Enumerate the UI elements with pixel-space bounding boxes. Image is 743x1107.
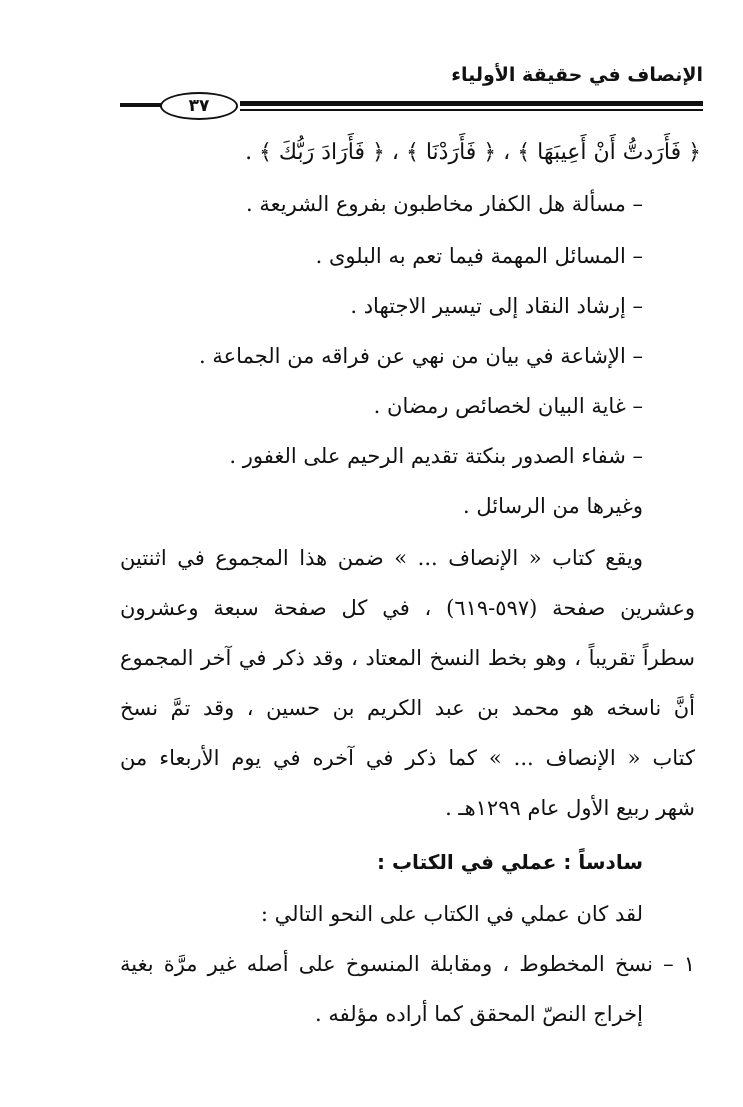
paragraph-line: شهر ربيع الأول عام ١٢٩٩هـ .: [445, 796, 695, 820]
list-item: – المسائل المهمة فيما تعم به البلوى .: [315, 244, 643, 268]
paragraph-line: سطراً تقريباً ، وهو بخط النسخ المعتاد ، وقد ذكر في آخر المجموع: [120, 646, 695, 670]
paragraph-line: كتاب « الإنصاف ... » كما ذكر في آخره في يوم الأربعاء من: [120, 746, 695, 770]
list-item: – الإشاعة في بيان من نهي عن فراقه من الجماعة .: [199, 344, 643, 368]
list-item: – غاية البيان لخصائص رمضان .: [373, 394, 643, 418]
verse-line: ﴿ فَأَرَدتُّ أَنْ أَعِيبَهَا ﴾ ، ﴿ فَأَرَدْنَا ﴾ ، ﴿ فَأَرَادَ رَبُّكَ ﴾ .: [245, 140, 701, 165]
numbered-item-line: إخراج النصّ المحقق كما أراده مؤلفه .: [315, 1002, 643, 1026]
list-item: – مسألة هل الكفار مخاطبون بفروع الشريعة .: [246, 192, 643, 216]
intro-line: لقد كان عملي في الكتاب على النحو التالي :: [260, 902, 643, 926]
header-rule-left: [120, 103, 163, 107]
paragraph-line: وعشرين صفحة (٥٩٧-٦١٩) ، في كل صفحة سبعة وعشرون: [120, 596, 695, 620]
header-rule-thick: [240, 101, 703, 106]
page-number: ٣٧: [160, 92, 238, 120]
others-line: وغيرها من الرسائل .: [462, 494, 643, 518]
list-item: – إرشاد النقاد إلى تيسير الاجتهاد .: [350, 294, 643, 318]
paragraph-line: ويقع كتاب « الإنصاف ... » ضمن هذا المجموع في اثنتين: [120, 546, 643, 570]
paragraph-line: أنَّ ناسخه هو محمد بن عبد الكريم بن حسين ، وقد تمَّ نسخ: [120, 696, 695, 720]
header-rule-thin: [240, 109, 703, 111]
list-item: – شفاء الصدور بنكتة تقديم الرحيم على الغفور .: [229, 444, 643, 468]
section-heading: سادساً : عملي في الكتاب :: [377, 850, 643, 874]
numbered-item-line: ١ – نسخ المخطوط ، ومقابلة المنسوخ على أصله غير مرَّة بغية: [120, 952, 695, 976]
running-title: الإنصاف في حقيقة الأولياء: [451, 64, 703, 86]
